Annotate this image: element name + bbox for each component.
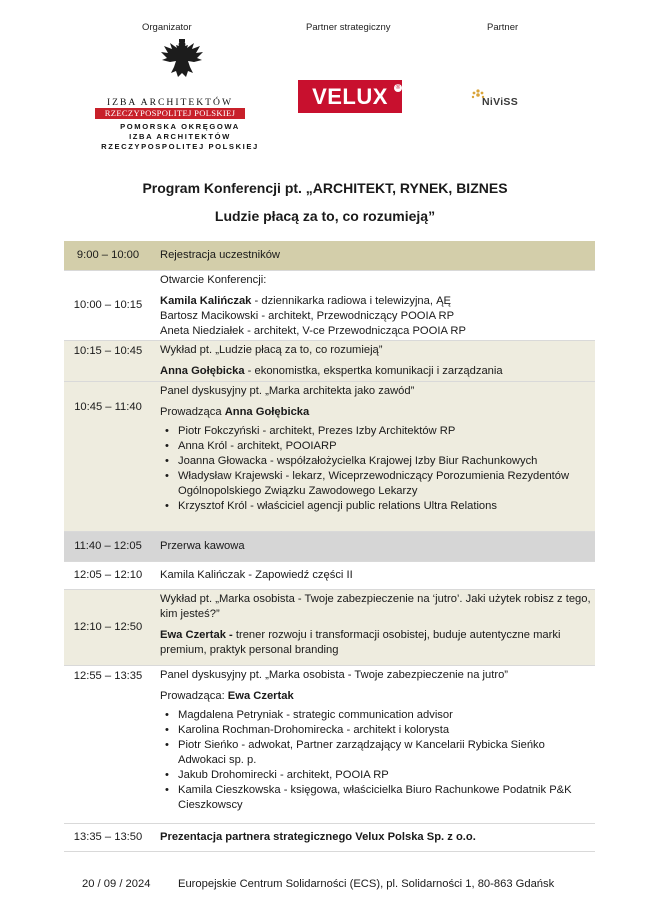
eagle-emblem-icon [158,37,206,81]
panelist-list [160,708,595,813]
list-item: • Piotr Sieńko - adwokat, Partner zarządzający w Kancelarii Rybicka Sieńko Adwokaci sp. p. [160,738,595,768]
strategic-partner-label: Partner strategiczny [306,22,391,33]
event-venue: Europejskie Centrum Solidarności (ECS), pl. Solidarności 1, 80-863 Gdańsk [178,878,555,890]
pooia-logo-text [95,122,265,152]
time-cell: 12:10 – 12:50 [73,621,143,633]
speaker-role: - ekonomistka, ekspertka komunikacji i zarządzania [244,365,503,377]
speaker-name: Anna Gołębicka [160,365,245,377]
speaker-name: Kamila Kalińczak [160,295,252,307]
panelist-list [160,424,595,514]
session-title: Rejestracja uczestników [160,249,281,261]
session-title: Wykład pt. „Ludzie płacą za to, co rozumieją” [160,344,383,356]
time-cell: 10:00 – 10:15 [73,299,143,311]
list-item: • Kamila Cieszkowska - księgowa, właścicielka Biuro Rachunkowe Podatnik P&K Cieszkowscy [160,783,595,813]
program-row [64,341,595,382]
program-row [64,590,595,666]
moderator-line [160,689,595,704]
speaker-line [160,324,595,339]
program-row [64,532,595,562]
program-row [64,382,595,532]
time-cell: 10:45 – 11:40 [74,401,142,413]
speaker-role: trener rozwoju i transformacji osobistej, buduje autentyczne marki premium, praktyk personal branding [160,629,561,656]
session-intro: Otwarcie Konferencji: [160,274,267,286]
speaker-role: - dziennikarka radiowa i telewizyjna, ĄĘ [251,295,452,307]
time-cell: 12:05 – 12:10 [73,569,143,581]
session-title: Przerwa kawowa [160,540,245,552]
program-table [64,241,595,852]
moderator-name: Ewa Czertak [227,690,294,702]
list-item: • Piotr Fokczyński - architekt, Prezes Izby Architektów RP [160,424,595,439]
partner-label: Partner [487,22,519,33]
event-date: 20 / 09 / 2024 [82,878,151,890]
speaker-line [160,364,595,379]
session-title: Panel dyskusyjny pt. „Marka osobista - Twoje zabezpieczenie na jutro” [160,669,509,681]
iarp-logo-title: IZBA ARCHITEKTÓW [106,97,234,108]
niviss-logo [470,88,540,110]
list-item: • Anna Król - architekt, POOIARP [160,439,595,454]
speaker-line [160,309,595,324]
program-row [64,271,595,341]
session-content [152,590,595,665]
speaker-name: Ewa Czertak - [160,629,233,641]
session-content [152,382,595,531]
time-cell: 12:55 – 13:35 [73,670,143,682]
program-row [64,824,595,852]
list-item: • Krzysztof Król - właściciel agencji public relations Ultra Relations [160,499,595,514]
session-content [152,271,595,340]
speaker-name: Bartosz Macikowski [160,310,259,322]
moderator-label: Prowadząca [160,406,225,418]
program-row [64,562,595,590]
moderator-name: Anna Gołębicka [224,406,310,418]
session-title: Prezentacja partnera strategicznego Velux Polska Sp. z o.o. [160,831,476,843]
page-title: Program Konferencji pt. „ARCHITEKT, RYNEK, BIZNES [142,180,508,196]
list-item: • Magdalena Petryniak - strategic communication advisor [160,708,595,723]
time-cell: 10:15 – 10:45 [73,345,143,357]
moderator-line [160,405,595,420]
session-title: Kamila Kalińczak - Zapowiedź części II [160,569,353,581]
iarp-logo-banner: RZECZYPOSPOLITEJ POLSKIEJ [95,108,245,119]
time-cell: 13:35 – 13:50 [73,831,143,843]
program-row [64,666,595,824]
list-item: • Jakub Drohomirecki - architekt, POOIA RP [160,768,595,783]
list-item: • Karolina Rochman-Drohomirecka - architekt i kolorysta [160,723,595,738]
moderator-label: Prowadząca: [160,690,228,702]
speaker-role: - architekt, V-ce Przewodnicząca POOIA RP [243,325,466,337]
velux-logo: VELUX [298,80,402,113]
pooia-line-3: RZECZYPOSPOLITEJ POLSKIEJ [101,142,259,151]
sponsors-header [0,22,650,157]
speaker-name: Aneta Niedziałek [160,325,244,337]
program-row [64,241,595,271]
pooia-line-1: POMORSKA OKRĘGOWA [120,122,240,131]
list-item: • Władysław Krajewski - lekarz, Wiceprzewodniczący Porozumienia Rezydentów Ogólnopolskiego Związku Zawodowego Lekarzy [160,469,595,499]
pooia-line-2: IZBA ARCHITEKTÓW [129,132,231,141]
time-cell: 9:00 – 10:00 [76,249,140,261]
registered-mark-icon: ® [395,85,401,91]
speaker-line [160,628,595,658]
time-cell: 11:40 – 12:05 [74,540,142,552]
session-content [152,341,595,381]
session-content [152,666,595,823]
page-subtitle: Ludzie płacą za to, co rozumieją” [214,208,436,224]
niviss-logo-text: NiViSS [482,96,519,108]
speaker-role: - architekt, Przewodniczący POOIA RP [258,310,455,322]
organizer-label: Organizator [142,22,192,33]
session-title: Panel dyskusyjny pt. „Marka architekta jako zawód” [160,385,415,397]
speaker-line [160,294,595,309]
session-title: Wykład pt. „Marka osobista - Twoje zabezpieczenie na ‘jutro’. Jaki użytek robisz z tego, kim jesteś?” [160,593,591,620]
list-item: • Joanna Głowacka - współzałożycielka Krajowej Izby Biur Rachunkowych [160,454,595,469]
